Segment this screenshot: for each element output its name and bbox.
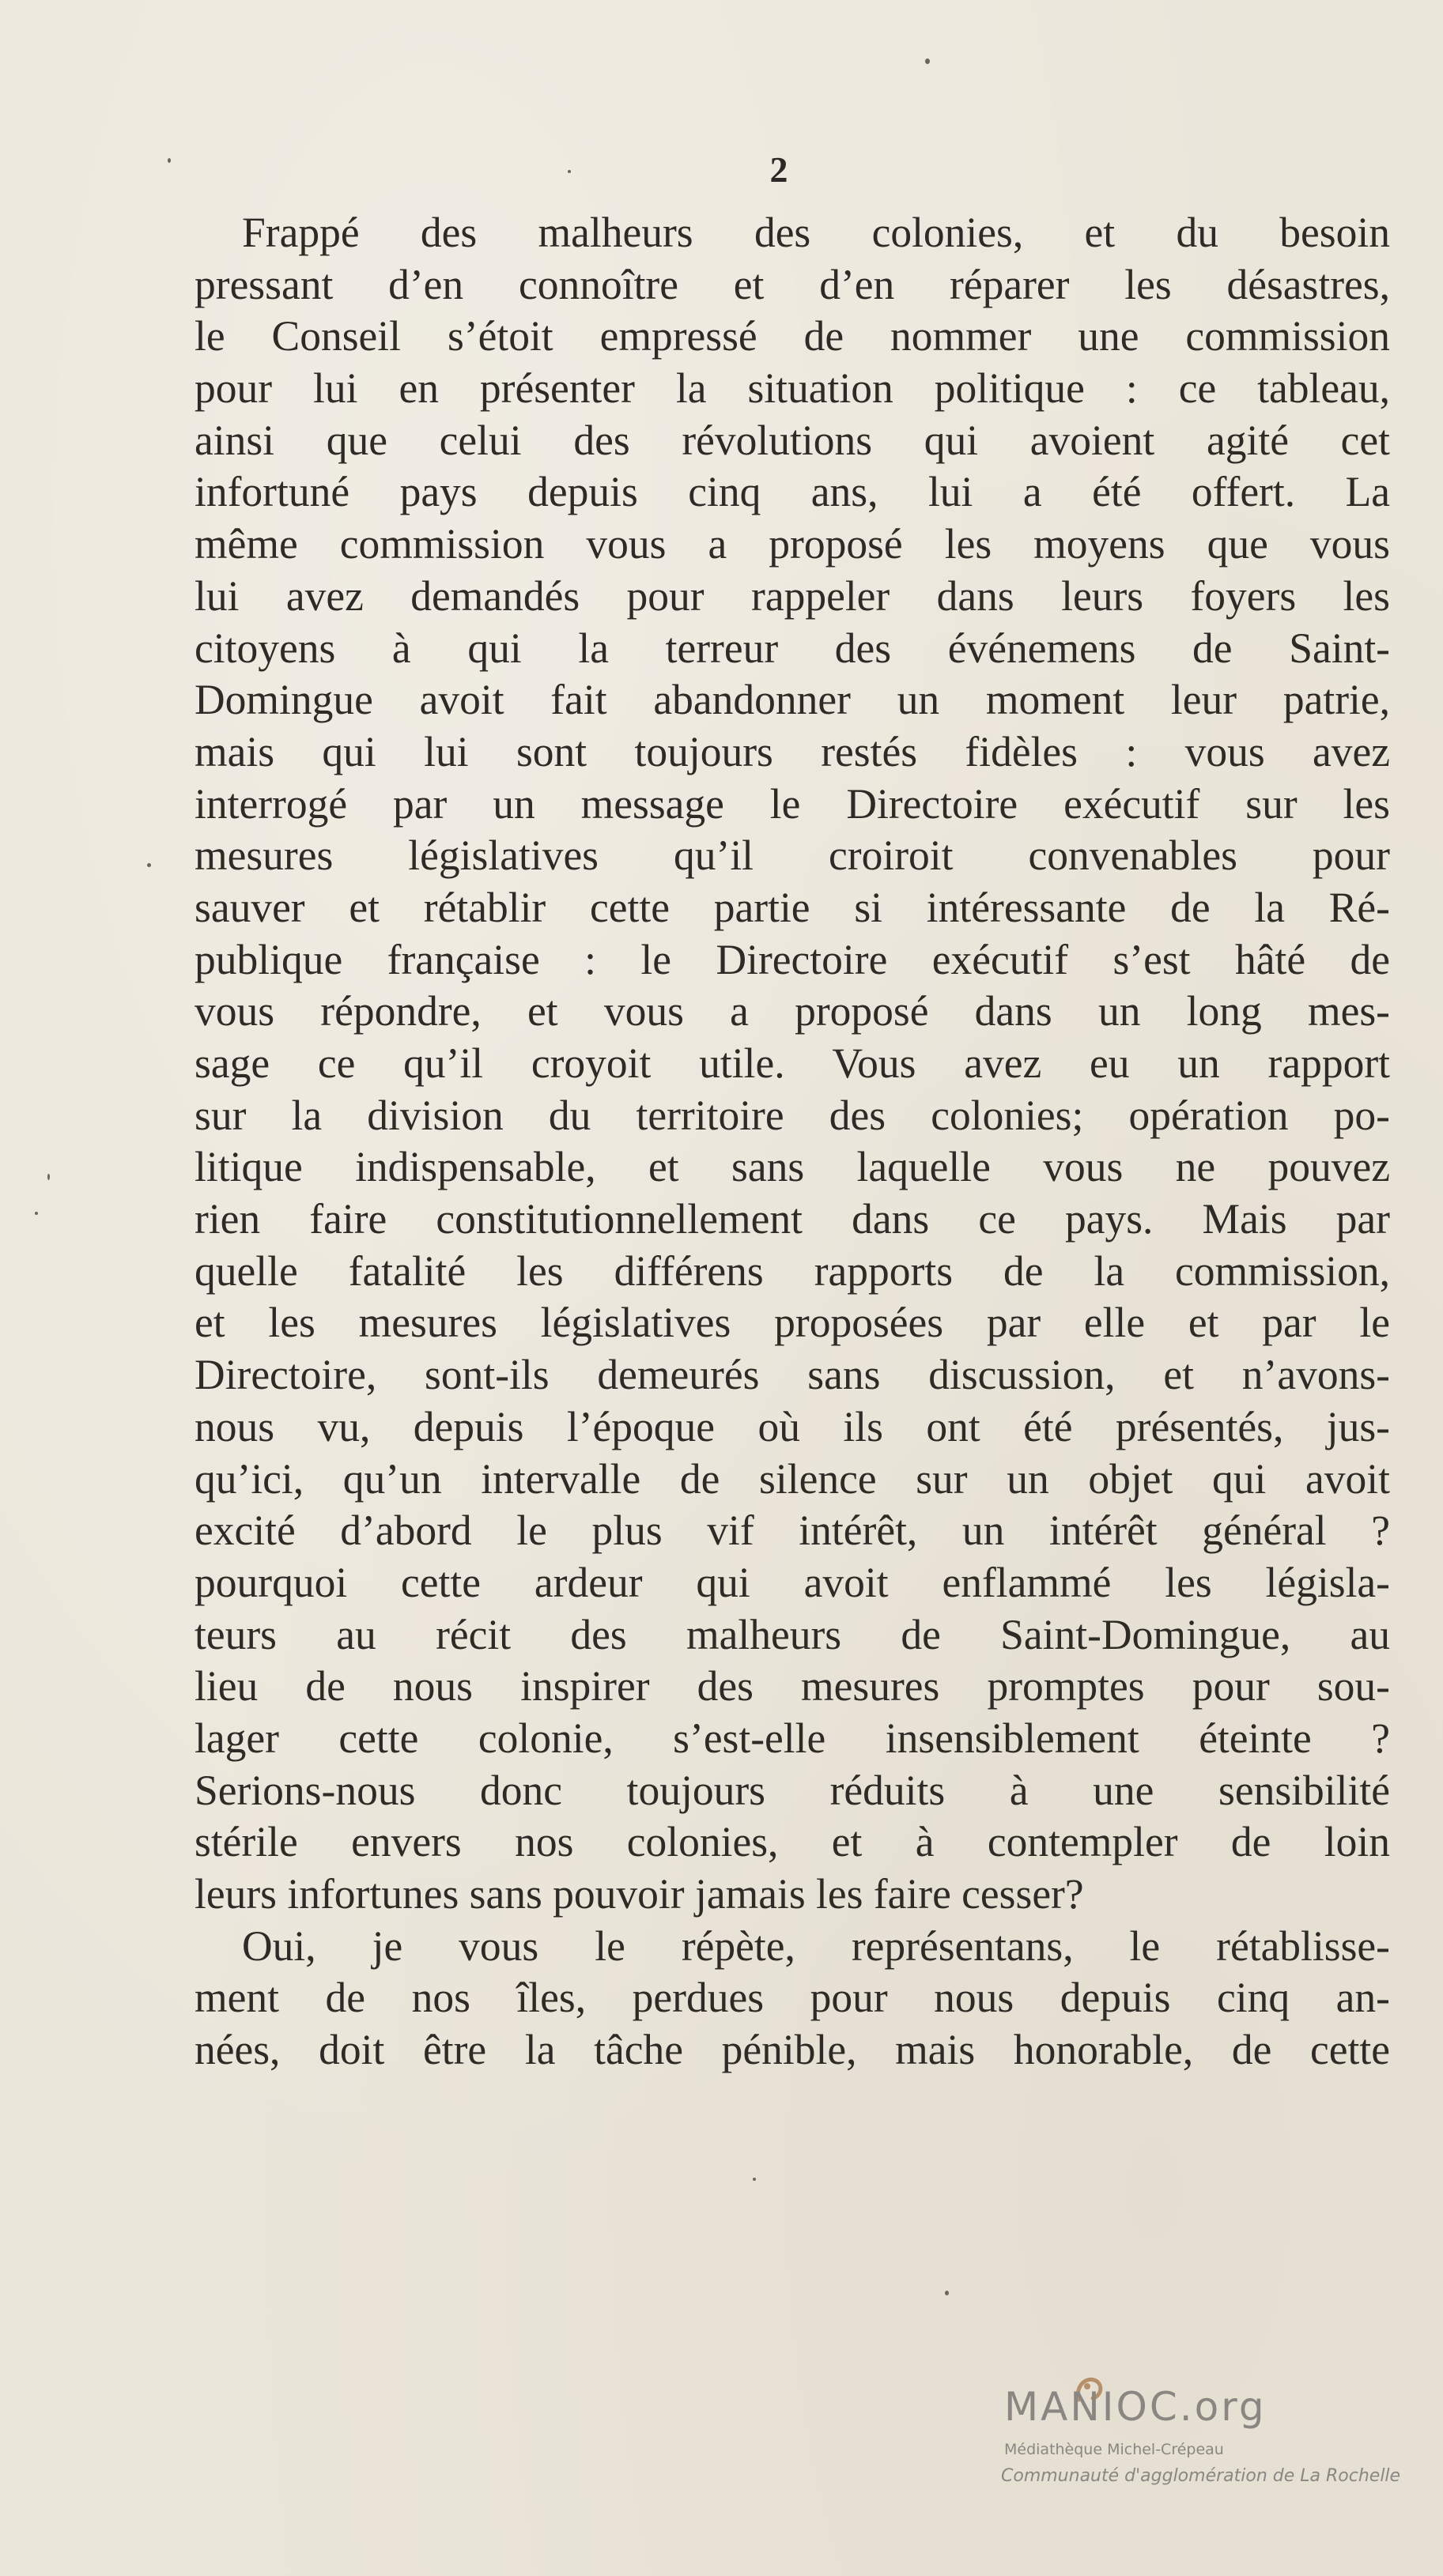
body-text (195, 207, 1390, 2076)
text-line: nous vu, depuis l’époque où ils ont été présentés, jus- (195, 1402, 1390, 1450)
text-line: excité d’abord le plus vif intérêt, un intérêt général ? (195, 1507, 1390, 1555)
text-line: pourquoi cette ardeur qui avoit enflammé les législa- (195, 1558, 1390, 1606)
paper-speck (147, 863, 151, 867)
text-line: ainsi que celui des révolutions qui avoient agité cet (195, 416, 1390, 464)
text-line: interrogé par un message le Directoire exécutif sur les (195, 779, 1390, 828)
text-line: Frappé des malheurs des colonies, et du besoin (242, 209, 1390, 256)
paper-speck (568, 170, 571, 173)
text-line: stérile envers nos colonies, et à contempler de loin (195, 1818, 1390, 1866)
text-line: mais qui lui sont toujours restés fidèles : vous avez (195, 727, 1390, 775)
text-line: et les mesures législatives proposées par elle et par le (195, 1299, 1390, 1347)
text-line: teurs au récit des malheurs de Saint-Domingue, au (195, 1610, 1390, 1658)
text-line: mesures législatives qu’il croiroit convenables pour (195, 832, 1390, 880)
manioc-watermark (998, 2370, 1409, 2504)
text-line: Serions-nous donc toujours réduits à une sensibilité (195, 1766, 1390, 1814)
logo-wordmark: MANIOC.org (1004, 2384, 1267, 2430)
text-line: Domingue avoit fait abandonner un moment leur patrie, (195, 676, 1390, 724)
text-line: lager cette colonie, s’est-elle insensiblement éteinte ? (195, 1714, 1390, 1762)
text-line: leurs infortunes sans pouvoir jamais les faire cesser? (195, 1870, 1084, 1918)
text-line: pour lui en présenter la situation politique : ce tableau, (195, 364, 1390, 413)
text-line: sauver et rétablir cette partie si intéressante de la Ré- (195, 883, 1390, 931)
paper-speck (168, 158, 171, 163)
paper-speck (47, 1174, 50, 1180)
text-line: Oui, je vous le répète, représentans, le rétablisse- (242, 1922, 1390, 1970)
text-line: publique française : le Directoire exécutif s’est hâté de (195, 935, 1390, 983)
paper-speck (945, 2291, 949, 2295)
text-line: pressant d’en connoître et d’en réparer les désastres, (195, 260, 1390, 308)
logo-community-name: Communauté d'agglomération de La Rochelle (1001, 2466, 1401, 2486)
text-line: Directoire, sont-ils demeurés sans discussion, et n’avons- (195, 1351, 1390, 1399)
logo-library-name: Médiathèque Michel-Crépeau (1004, 2441, 1224, 2458)
text-line: lui avez demandés pour rappeler dans leurs foyers les (195, 571, 1390, 620)
text-line: quelle fatalité les différens rapports de la commission, (195, 1247, 1390, 1295)
paragraph-2 (195, 1921, 1390, 2076)
paragraph-1 (195, 207, 1390, 1921)
text-line: nées, doit être la tâche pénible, mais honorable, de cette (195, 2026, 1390, 2074)
text-line: vous répondre, et vous a proposé dans un long mes- (195, 987, 1390, 1035)
text-line: sur la division du territoire des colonies; opération po- (195, 1091, 1390, 1139)
text-line: ment de nos îles, perdues pour nous depuis cinq an- (195, 1974, 1390, 2022)
paper-speck (753, 2178, 756, 2181)
text-line: rien faire constitutionnellement dans ce pays. Mais par (195, 1195, 1390, 1243)
text-line: citoyens à qui la terreur des événemens de Saint- (195, 624, 1390, 672)
text-line: le Conseil s’étoit empressé de nommer une commission (195, 312, 1390, 360)
text-line: litique indispensable, et sans laquelle vous ne pouvez (195, 1143, 1390, 1191)
text-line: même commission vous a proposé les moyens que vous (195, 520, 1390, 568)
text-line: qu’ici, qu’un intervalle de silence sur un objet qui avoit (195, 1454, 1390, 1503)
text-line: infortuné pays depuis cinq ans, lui a été offert. La (195, 468, 1390, 516)
paper-speck (925, 58, 930, 64)
paper-speck (35, 1212, 38, 1215)
text-line: sage ce qu’il croyoit utile. Vous avez eu un rapport (195, 1039, 1390, 1087)
text-line: lieu de nous inspirer des mesures promptes pour sou- (195, 1662, 1390, 1710)
page-number: 2 (769, 149, 788, 190)
